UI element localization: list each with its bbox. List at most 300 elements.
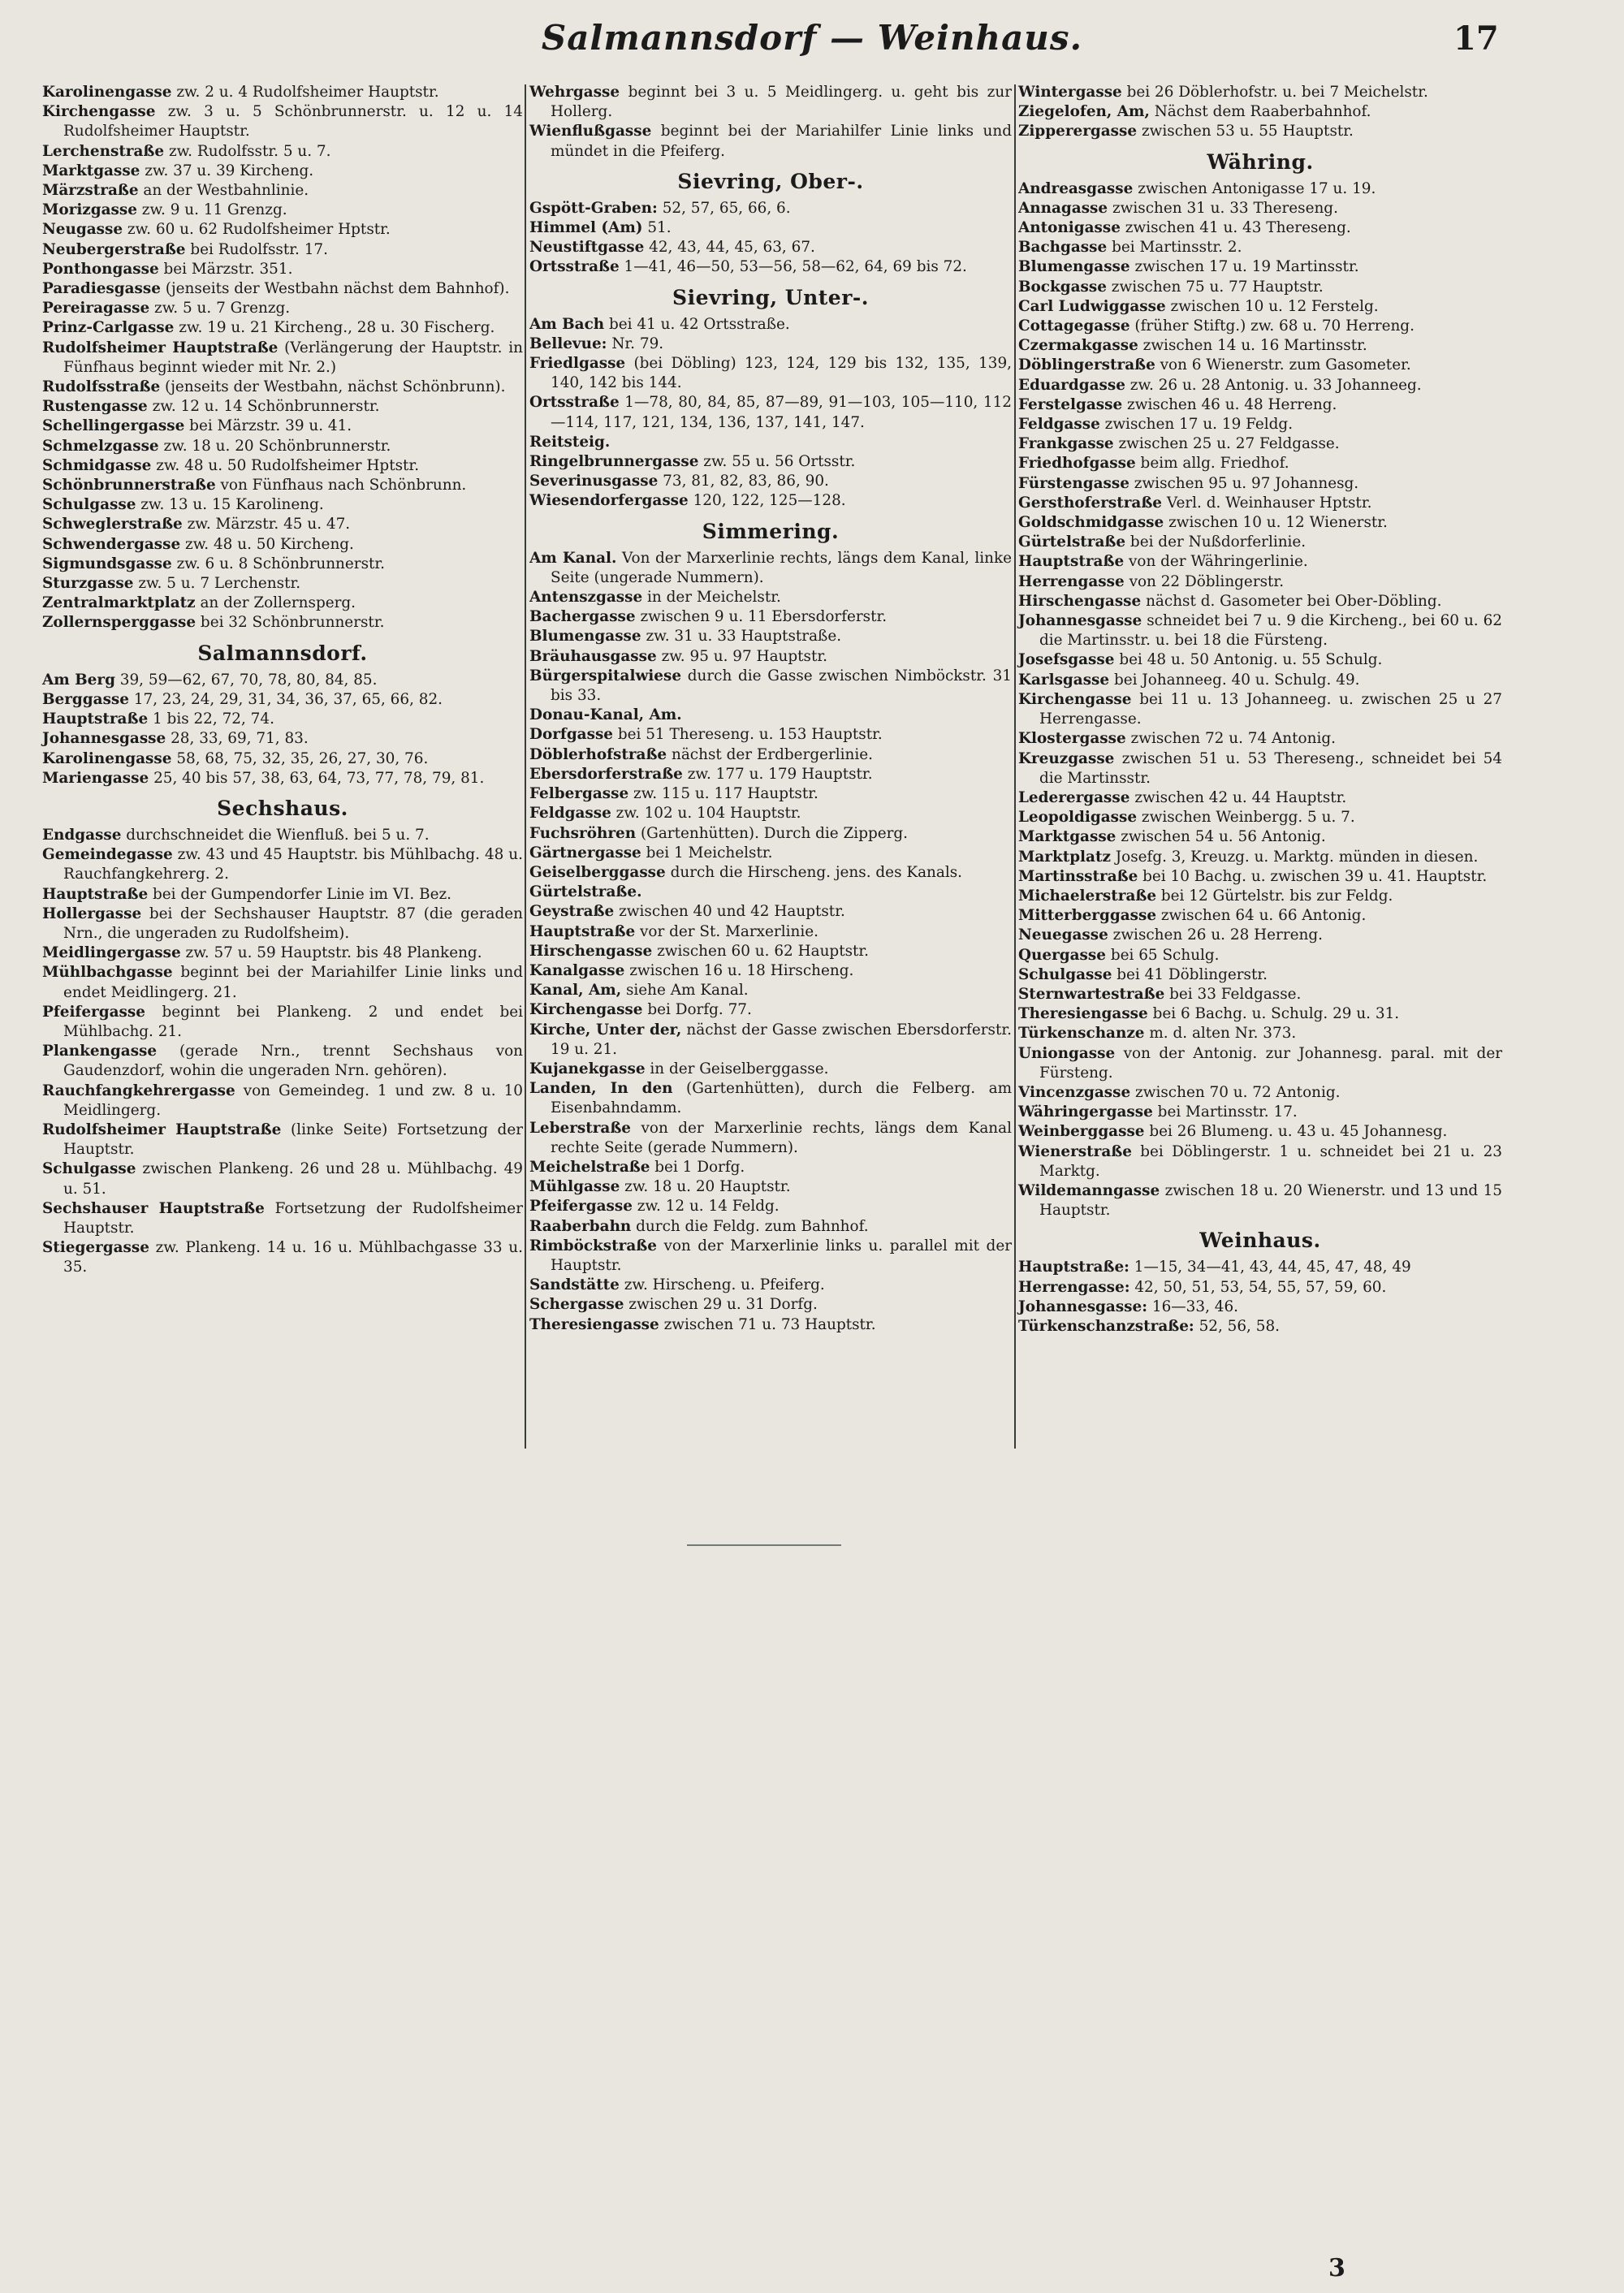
section-heading: Weinhaus. xyxy=(1199,1229,1321,1253)
street-name: Andreasgasse xyxy=(1018,179,1134,197)
street-entry xyxy=(529,824,1012,844)
street-entry xyxy=(1018,946,1502,965)
street-entry xyxy=(42,574,523,594)
street-entry xyxy=(529,784,1012,804)
section-heading: Simmering. xyxy=(702,519,840,543)
street-entry xyxy=(529,902,1012,922)
street-description: (gerade Nrn., trennt Sechshaus von Gaudenzdorf, wohin die ungeraden Nrn. gehören). xyxy=(63,1043,523,1080)
street-entry xyxy=(1018,317,1502,336)
street-description: m. d. alten Nr. 373. xyxy=(1144,1025,1297,1043)
street-entry xyxy=(529,1197,1012,1216)
street-description: bei 41 Döblingerstr. xyxy=(1112,965,1268,983)
street-name: Ferstelgasse xyxy=(1018,395,1123,413)
street-entry xyxy=(1018,1083,1502,1103)
street-description: vor der St. Marxerlinie. xyxy=(635,922,818,940)
street-entry xyxy=(42,1042,523,1081)
street-name: Wildemanngasse xyxy=(1018,1181,1160,1199)
street-name: Kreuzgasse xyxy=(1018,749,1115,767)
street-name: Michaelerstraße xyxy=(1018,887,1157,905)
street-description: bei Dorfg. 77. xyxy=(642,1001,752,1019)
street-name: Neuegasse xyxy=(1018,926,1108,944)
street-description: zw. 60 u. 62 Rudolfsheimer Hptstr. xyxy=(123,221,391,239)
street-description: zwischen Antonigasse 17 u. 19. xyxy=(1133,179,1376,197)
street-name: Cottagegasse xyxy=(1018,317,1130,335)
street-description: (früher Stiftg.) zw. 68 u. 70 Herreng. xyxy=(1129,317,1415,335)
street-description: 120, 122, 125—128. xyxy=(688,492,846,510)
street-name: Mitterberggasse xyxy=(1018,907,1157,925)
street-name: Währingergasse xyxy=(1018,1103,1153,1121)
street-entry xyxy=(1018,1278,1502,1298)
street-name: Wiesendorfergasse xyxy=(529,492,689,510)
street-name: Hauptstraße xyxy=(42,710,149,728)
street-entry xyxy=(1018,650,1502,670)
column-right xyxy=(1018,83,1502,1337)
street-description: zwischen 95 u. 97 Johannesg. xyxy=(1129,474,1359,492)
street-name: Hauptstraße xyxy=(1018,553,1125,571)
street-entry xyxy=(42,279,523,299)
street-description: zw. 55 u. 56 Ortsstr. xyxy=(698,453,856,471)
street-entry xyxy=(1018,395,1502,415)
street-description: beginnt bei der Mariahilfer Linie links und mündet in die Pfeiferg. xyxy=(551,123,1012,160)
street-entry xyxy=(1018,533,1502,552)
street-entry xyxy=(42,885,523,905)
street-description: Nächst dem Raaberbahnhof. xyxy=(1149,103,1371,121)
street-name: Marktplatz xyxy=(1018,848,1111,866)
section-heading: Sievring, Unter-. xyxy=(672,285,869,309)
street-entry xyxy=(1018,1181,1502,1220)
street-name: Hauptstraße xyxy=(529,922,636,940)
street-description: zw. 2 u. 4 Rudolfsheimer Hauptstr. xyxy=(171,84,439,101)
street-entry xyxy=(529,354,1012,393)
street-entry xyxy=(529,961,1012,981)
street-description: zwischen 10 u. 12 Ferstelg. xyxy=(1165,297,1379,315)
street-name: Martinsstraße xyxy=(1018,867,1138,885)
street-name: Raaberbahn xyxy=(529,1217,632,1235)
street-name: Gspött-Graben: xyxy=(529,199,658,217)
street-entry xyxy=(42,142,523,162)
street-name: Morizgasse xyxy=(42,201,137,219)
street-name: Felbergasse xyxy=(529,785,629,803)
street-name: Bachergasse xyxy=(529,608,636,626)
street-name: Uniongasse xyxy=(1018,1044,1116,1062)
street-name: Quergasse xyxy=(1018,946,1106,964)
street-name: Ortsstraße xyxy=(529,258,620,276)
street-entry xyxy=(1018,1142,1502,1181)
street-name: Johannesgasse xyxy=(1018,612,1142,630)
street-entry xyxy=(1018,572,1502,592)
street-description: zwischen 72 u. 74 Antonig. xyxy=(1125,730,1336,748)
street-name: Antenszgasse xyxy=(529,589,643,607)
street-entry xyxy=(1018,1103,1502,1122)
street-description: schneidet bei 7 u. 9 die Kircheng., bei 60 u. 62 die Martinsstr. u. bei 18 die Fürsteng. xyxy=(1039,612,1502,650)
street-entry xyxy=(42,1082,523,1121)
street-name: Rustengasse xyxy=(42,398,148,416)
street-entry xyxy=(529,981,1012,1000)
street-description: 51. xyxy=(642,219,672,237)
street-name: Hirschengasse xyxy=(529,942,653,960)
street-description: bei Märzstr. 39 u. 41. xyxy=(184,417,352,435)
street-description: von Gemeindeg. 1 und zw. 8 u. 10 Meidlingerg. xyxy=(63,1082,523,1119)
street-entry xyxy=(42,318,523,338)
street-description: bei 32 Schönbrunnerstr. xyxy=(196,614,385,632)
street-name: Leopoldigasse xyxy=(1018,809,1138,827)
street-description: zwischen 31 u. 33 Thereseng. xyxy=(1108,199,1338,217)
street-description: bei Martinsstr. 2. xyxy=(1107,239,1242,257)
street-entry xyxy=(1018,671,1502,690)
street-name: Geiselberggasse xyxy=(529,863,666,881)
street-description: zwischen 75 u. 77 Hauptstr. xyxy=(1106,278,1324,296)
street-description: (Gartenhütten), durch die Felberg. am Eisenbahndamm. xyxy=(551,1080,1013,1117)
street-entry xyxy=(1018,788,1502,808)
street-entry xyxy=(1018,376,1502,395)
street-description: zw. 12 u. 14 Feldg. xyxy=(632,1198,780,1216)
street-entry xyxy=(1018,808,1502,827)
street-description: bei der Gumpendorfer Linie im VI. Bez. xyxy=(148,885,452,903)
street-entry xyxy=(1018,1317,1502,1337)
street-description: bei Martinsstr. 17. xyxy=(1152,1103,1298,1121)
street-name: Czermakgasse xyxy=(1018,337,1138,355)
street-name: Theresiengasse xyxy=(529,1315,659,1333)
street-description: Von der Marxerlinie rechts, längs dem Kanal, linke Seite (ungerade Nummern). xyxy=(551,549,1012,586)
street-entry xyxy=(42,1238,523,1277)
street-entry xyxy=(42,220,523,240)
street-name: Am Berg xyxy=(42,671,115,689)
street-description: zw. Plankeng. 14 u. 16 u. Mühlbachgasse 33 u. 35. xyxy=(63,1239,523,1276)
street-description: zw. 5 u. 7 Lerchenstr. xyxy=(133,575,301,593)
street-entry xyxy=(1018,887,1502,906)
street-description: zw. 115 u. 117 Hauptstr. xyxy=(628,785,818,803)
street-description: zw. 12 u. 14 Schönbrunnerstr. xyxy=(147,398,380,416)
street-name: Carl Ludwiggasse xyxy=(1018,297,1166,315)
street-name: Feldgasse xyxy=(1018,416,1100,434)
street-name: Pfeifergasse xyxy=(42,1003,145,1021)
street-name: Severinusgasse xyxy=(529,473,659,490)
street-description: durch die Gasse zwischen Nimböckstr. 31 bis 33. xyxy=(551,667,1012,705)
street-description: zwischen 26 u. 28 Herreng. xyxy=(1108,926,1323,944)
street-name: Ebersdorferstraße xyxy=(529,765,683,783)
street-description: zw. 6 u. 8 Schönbrunnerstr. xyxy=(171,555,386,572)
street-description: bei 10 Bachg. u. zwischen 39 u. 41. Hauptstr. xyxy=(1138,867,1488,885)
street-name: Wehrgasse xyxy=(529,84,620,101)
street-description: zw. 18 u. 20 Hauptstr. xyxy=(620,1178,791,1196)
street-name: Schmidgasse xyxy=(42,456,152,474)
street-entry xyxy=(1018,906,1502,926)
street-entry xyxy=(529,1079,1012,1118)
column-rule-left xyxy=(525,84,526,1449)
street-entry xyxy=(529,122,1012,161)
street-entry xyxy=(42,1121,523,1159)
street-entry xyxy=(529,588,1012,607)
street-name: Gärtnergasse xyxy=(529,844,641,861)
street-description: zwischen 10 u. 12 Wienerstr. xyxy=(1164,514,1388,532)
street-entry xyxy=(42,671,523,690)
street-name: Gürtelstraße. xyxy=(529,883,642,901)
street-name: Schulgasse xyxy=(42,496,136,514)
street-name: Weinberggasse xyxy=(1018,1123,1145,1141)
street-entry xyxy=(1018,454,1502,473)
street-entry xyxy=(42,769,523,788)
street-description: 1—15, 34—41, 43, 44, 45, 47, 48, 49 xyxy=(1129,1259,1411,1276)
street-description: 1—41, 46—50, 53—56, 58—62, 64, 69 bis 72. xyxy=(619,258,967,276)
street-description: zwischen 29 u. 31 Dorfg. xyxy=(624,1296,818,1314)
street-name: Eduardgasse xyxy=(1018,376,1125,394)
street-name: Ziegelofen, Am, xyxy=(1018,103,1150,121)
street-entry xyxy=(42,826,523,845)
street-entry xyxy=(529,1315,1012,1335)
street-description: (Gartenhütten). Durch die Zipperg. xyxy=(636,824,909,842)
street-name: Mühlbachgasse xyxy=(42,964,173,982)
street-entry xyxy=(1018,199,1502,218)
street-entry xyxy=(42,845,523,884)
street-name: Reitsteig. xyxy=(529,433,611,451)
street-description: zwischen 51 u. 53 Thereseng., schneidet bei 54 die Martinsstr. xyxy=(1039,749,1502,787)
street-description: bei 26 Blumeng. u. 43 u. 45 Johannesg. xyxy=(1144,1123,1448,1141)
street-description: zw. 18 u. 20 Schönbrunnerstr. xyxy=(158,437,391,455)
street-entry xyxy=(1018,257,1502,277)
street-description: bei 26 Döblerhofstr. u. bei 7 Meichelstr. xyxy=(1121,84,1428,101)
street-entry xyxy=(42,963,523,1002)
street-entry xyxy=(42,181,523,201)
street-entry xyxy=(529,1237,1012,1276)
page-header-title: Salmannsdorf — Weinhaus. xyxy=(541,18,1083,58)
street-name: Schönbrunnerstraße xyxy=(42,477,216,494)
street-name: Hauptstraße: xyxy=(1018,1259,1129,1276)
street-name: Prinz-Carlgasse xyxy=(42,319,175,337)
street-name: Lerchenstraße xyxy=(42,142,165,160)
street-entry xyxy=(42,905,523,944)
street-name: Marktgasse xyxy=(1018,828,1116,846)
street-description: 25, 40 bis 57, 38, 63, 64, 73, 77, 78, 79, 81. xyxy=(149,769,485,787)
street-description: siehe Am Kanal. xyxy=(621,982,749,1000)
street-description: beginnt bei 3 u. 5 Meidlingerg. u. geht bis zur Hollerg. xyxy=(551,84,1012,121)
street-description: bei 33 Feldgasse. xyxy=(1164,985,1302,1003)
street-entry xyxy=(42,729,523,749)
street-name: Blumengasse xyxy=(529,628,641,646)
street-entry xyxy=(42,162,523,181)
page-number: 17 xyxy=(1453,19,1499,58)
street-name: Kirchengasse xyxy=(1018,690,1132,708)
street-description: 52, 57, 65, 66, 6. xyxy=(657,199,791,217)
street-description: 52, 56, 58. xyxy=(1194,1317,1280,1335)
street-description: bei 48 u. 50 Antonig. u. 55 Schulg. xyxy=(1114,651,1383,669)
street-name: Marktgasse xyxy=(42,162,140,179)
street-entry xyxy=(1018,690,1502,729)
street-entry xyxy=(1018,83,1502,102)
street-name: Mariengasse xyxy=(42,769,149,787)
street-entry xyxy=(42,437,523,456)
street-description: zw. 102 u. 104 Hauptstr. xyxy=(611,805,801,823)
street-entry xyxy=(42,240,523,260)
street-entry xyxy=(1018,926,1502,945)
street-entry xyxy=(529,844,1012,863)
street-description: 42, 50, 51, 53, 54, 55, 57, 59, 60. xyxy=(1129,1278,1387,1296)
street-entry xyxy=(1018,1004,1502,1024)
street-entry xyxy=(42,1003,523,1042)
street-description: 16—33, 46. xyxy=(1147,1298,1239,1315)
street-entry xyxy=(529,452,1012,472)
section-heading: Salmannsdorf. xyxy=(197,641,368,665)
street-description: bei Döblingerstr. 1 u. schneidet bei 21 u. 23 Marktg. xyxy=(1039,1142,1502,1180)
street-entry xyxy=(1018,1298,1502,1317)
street-entry xyxy=(1018,238,1502,257)
street-name: Kujanekgasse xyxy=(529,1060,646,1077)
street-entry xyxy=(1018,102,1502,122)
street-description: zwischen 25 u. 27 Feldgasse. xyxy=(1113,435,1340,453)
street-name: Schwendergasse xyxy=(42,535,181,553)
street-entry xyxy=(1018,867,1502,887)
street-entry xyxy=(42,456,523,476)
street-description: zwischen 42 u. 44 Hauptstr. xyxy=(1129,788,1347,806)
street-name: Zollernsperggasse xyxy=(42,614,197,632)
street-entry xyxy=(42,397,523,417)
street-description: zwischen Weinbergg. 5 u. 7. xyxy=(1137,809,1355,827)
street-name: Stiegergasse xyxy=(42,1239,149,1257)
column-middle xyxy=(529,83,1012,1335)
street-entry xyxy=(529,1021,1012,1060)
street-entry xyxy=(529,922,1012,942)
street-description: zwischen 53 u. 55 Hauptstr. xyxy=(1137,123,1354,140)
street-description: zw. 13 u. 15 Karolineng. xyxy=(136,496,324,514)
street-description: zw. 26 u. 28 Antonig. u. 33 Johanneeg. xyxy=(1125,376,1422,394)
street-name: Sandstätte xyxy=(529,1276,620,1294)
street-name: Johannesgasse: xyxy=(1018,1298,1148,1315)
street-description: bei Rudolfsstr. 17. xyxy=(185,240,328,258)
street-name: Josefsgasse xyxy=(1018,651,1115,669)
street-entry xyxy=(1018,122,1502,141)
street-name: Vincenzgasse xyxy=(1018,1083,1131,1101)
street-entry xyxy=(1018,474,1502,494)
street-name: Mühlgasse xyxy=(529,1178,620,1196)
street-entry xyxy=(1018,985,1502,1004)
street-description: zw. Hirscheng. u. Pfeiferg. xyxy=(619,1276,825,1294)
street-name: Türkenschanze xyxy=(1018,1025,1145,1043)
street-name: Rudolfsheimer Hauptstraße xyxy=(42,339,279,356)
street-name: Zentralmarktplatz xyxy=(42,594,196,612)
street-entry xyxy=(42,476,523,495)
street-description: 42, 43, 44, 45, 63, 67. xyxy=(644,239,815,257)
street-description: an der Zollernsperg. xyxy=(195,594,356,612)
street-description: (jenseits der Westbahn nächst dem Bahnhof). xyxy=(160,280,510,298)
street-name: Döblingerstraße xyxy=(1018,356,1155,374)
column-left xyxy=(42,83,523,1278)
street-name: Bockgasse xyxy=(1018,278,1107,296)
street-entry xyxy=(529,199,1012,218)
street-description: 58, 68, 75, 32, 35, 26, 27, 30, 76. xyxy=(171,749,429,767)
street-entry xyxy=(529,1119,1012,1158)
street-entry xyxy=(529,1158,1012,1177)
street-name: Schellingergasse xyxy=(42,417,185,435)
street-description: nächst der Gasse zwischen Ebersdorferstr. 19 u. 21. xyxy=(551,1021,1012,1058)
street-entry xyxy=(42,260,523,279)
street-description: zwischen 14 u. 16 Martinsstr. xyxy=(1138,337,1367,355)
street-entry xyxy=(42,299,523,318)
street-entry xyxy=(42,339,523,378)
street-name: Kanal, Am, xyxy=(529,982,622,1000)
street-description: zwischen 70 u. 72 Antonig. xyxy=(1130,1083,1341,1101)
street-entry xyxy=(42,1159,523,1198)
street-name: Karolinengasse xyxy=(42,749,172,767)
street-entry xyxy=(1018,965,1502,985)
street-description: zw. 9 u. 11 Grenzg. xyxy=(136,201,287,219)
street-name: Endgasse xyxy=(42,826,122,844)
street-name: Pfeifergasse xyxy=(529,1198,633,1216)
street-description: bei Märzstr. 351. xyxy=(158,260,293,278)
street-description: an der Westbahnlinie. xyxy=(138,182,309,200)
street-description: beginnt bei Plankeng. 2 und endet bei Mühlbachg. 21. xyxy=(63,1003,523,1040)
street-entry xyxy=(42,201,523,220)
street-description: Verl. d. Weinhauser Hptstr. xyxy=(1162,494,1372,512)
street-description: von Fünfhaus nach Schönbrunn. xyxy=(215,477,467,494)
street-description: Fortsetzung der Rudolfsheimer Hauptstr. xyxy=(63,1199,523,1237)
street-description: zw. 95 u. 97 Hauptstr. xyxy=(656,647,827,665)
street-entry xyxy=(42,495,523,515)
street-entry xyxy=(1018,848,1502,867)
street-name: Gersthoferstraße xyxy=(1018,494,1163,512)
street-entry xyxy=(529,725,1012,745)
street-name: Kirchengasse xyxy=(42,103,156,121)
street-description: zw. 48 u. 50 Rudolfsheimer Hptstr. xyxy=(151,456,420,474)
street-name: Frankgasse xyxy=(1018,435,1114,453)
street-description: von 22 Döblingerstr. xyxy=(1124,572,1285,590)
street-entry xyxy=(1018,513,1502,533)
street-name: Kanalgasse xyxy=(529,961,625,979)
street-description: zwischen 71 u. 73 Hauptstr. xyxy=(659,1315,876,1333)
street-entry xyxy=(529,607,1012,627)
street-name: Karlsgasse xyxy=(1018,671,1110,689)
street-entry xyxy=(529,491,1012,511)
street-entry xyxy=(529,257,1012,277)
street-name: Friedlgasse xyxy=(529,355,626,373)
street-entry xyxy=(42,417,523,436)
street-description: zwischen 17 u. 19 Martinsstr. xyxy=(1129,258,1359,276)
street-name: Märzstraße xyxy=(42,182,139,200)
street-description: von 6 Wienerstr. zum Gasometer. xyxy=(1155,356,1411,374)
street-name: Am Bach xyxy=(529,315,605,333)
street-entry xyxy=(42,710,523,729)
street-name: Landen, In den xyxy=(529,1080,673,1098)
street-name: Friedhofgasse xyxy=(1018,455,1136,473)
street-name: Schweglerstraße xyxy=(42,516,183,533)
street-entry xyxy=(529,647,1012,667)
street-name: Himmel (Am) xyxy=(529,219,643,237)
street-description: zw. 57 u. 59 Hauptstr. bis 48 Plankeng. xyxy=(180,944,482,962)
street-description: zw. 19 u. 21 Kircheng., 28 u. 30 Fischerg. xyxy=(174,319,495,337)
street-entry xyxy=(529,1295,1012,1315)
street-description: von der Antonig. zur Johannesg. paral. mit der Fürsteng. xyxy=(1039,1044,1502,1082)
street-entry xyxy=(1018,749,1502,788)
street-name: Dorfgasse xyxy=(529,726,613,744)
street-description: beginnt bei der Mariahilfer Linie links und endet Meidlingerg. 21. xyxy=(63,964,523,1001)
street-entry xyxy=(42,1199,523,1238)
street-description: durch die Feldg. zum Bahnhof. xyxy=(631,1217,869,1235)
street-description: zw. Märzstr. 45 u. 47. xyxy=(182,516,351,533)
street-description: von der Marxerlinie links u. parallel mit der Hauptstr. xyxy=(551,1237,1012,1274)
street-name: Neustiftgasse xyxy=(529,239,645,257)
street-name: Türkenschanzstraße: xyxy=(1018,1317,1194,1335)
street-entry xyxy=(42,594,523,613)
street-name: Gemeindegasse xyxy=(42,846,173,864)
street-description: zw. 177 u. 179 Hauptstr. xyxy=(682,765,873,783)
street-description: bei 12 Gürtelstr. bis zur Feldg. xyxy=(1156,887,1393,905)
street-description: zwischen Plankeng. 26 und 28 u. Mühlbachg. 49 u. 51. xyxy=(63,1160,523,1198)
street-description: von der Währingerlinie. xyxy=(1124,553,1308,571)
street-description: zw. 37 u. 39 Kircheng. xyxy=(140,162,314,179)
street-entry xyxy=(529,706,1012,725)
street-name: Schmelzgasse xyxy=(42,437,159,455)
street-entry xyxy=(1018,827,1502,847)
street-entry xyxy=(42,690,523,710)
street-description: Josefg. 3, Kreuzg. u. Marktg. münden in diesen. xyxy=(1110,848,1479,866)
